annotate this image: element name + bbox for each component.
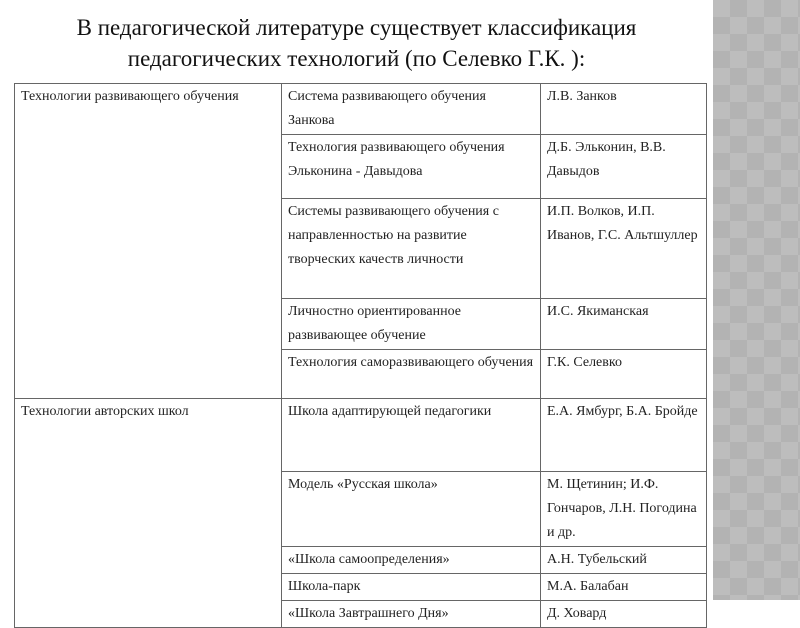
classification-table — [14, 83, 707, 628]
technology-cell: Школа адаптирующей педагогики — [282, 399, 541, 472]
author-cell: Г.К. Селевко — [541, 350, 707, 399]
slide-title: В педагогической литературе существует классификация педагогических технологий (по Селевко Г.К. ): — [76, 15, 637, 71]
author-cell: И.С. Якиманская — [541, 299, 707, 350]
technology-cell: Система развивающего обучения Занкова — [282, 84, 541, 135]
author-cell: М.А. Балабан — [541, 574, 707, 601]
technology-cell: Модель «Русская школа» — [282, 472, 541, 547]
technology-cell: «Школа Завтрашнего Дня» — [282, 601, 541, 628]
group-name-cell: Технологии развивающего обучения — [15, 84, 282, 399]
author-cell: Д.Б. Эльконин, В.В. Давыдов — [541, 135, 707, 199]
author-cell: Е.А. Ямбург, Б.А. Бройде — [541, 399, 707, 472]
table-row — [15, 84, 707, 135]
technology-cell: «Школа самоопределения» — [282, 547, 541, 574]
author-cell: И.П. Волков, И.П. Иванов, Г.С. Альтшуллер — [541, 199, 707, 299]
technology-cell: Технология развивающего обучения Эльконина - Давыдова — [282, 135, 541, 199]
technology-cell: Системы развивающего обучения с направленностью на развитие творческих качеств личности — [282, 199, 541, 299]
technology-cell: Личностно ориентированное развивающее обучение — [282, 299, 541, 350]
group-name-cell: Технологии авторских школ — [15, 399, 282, 628]
technology-cell: Технология саморазвивающего обучения — [282, 350, 541, 399]
author-cell: А.Н. Тубельский — [541, 547, 707, 574]
table-row — [15, 399, 707, 472]
author-cell: Л.В. Занков — [541, 84, 707, 135]
decorative-side-strip — [713, 0, 800, 600]
author-cell: М. Щетинин; И.Ф. Гончаров, Л.Н. Погодина и др. — [541, 472, 707, 547]
technology-cell: Школа-парк — [282, 574, 541, 601]
author-cell: Д. Ховард — [541, 601, 707, 628]
